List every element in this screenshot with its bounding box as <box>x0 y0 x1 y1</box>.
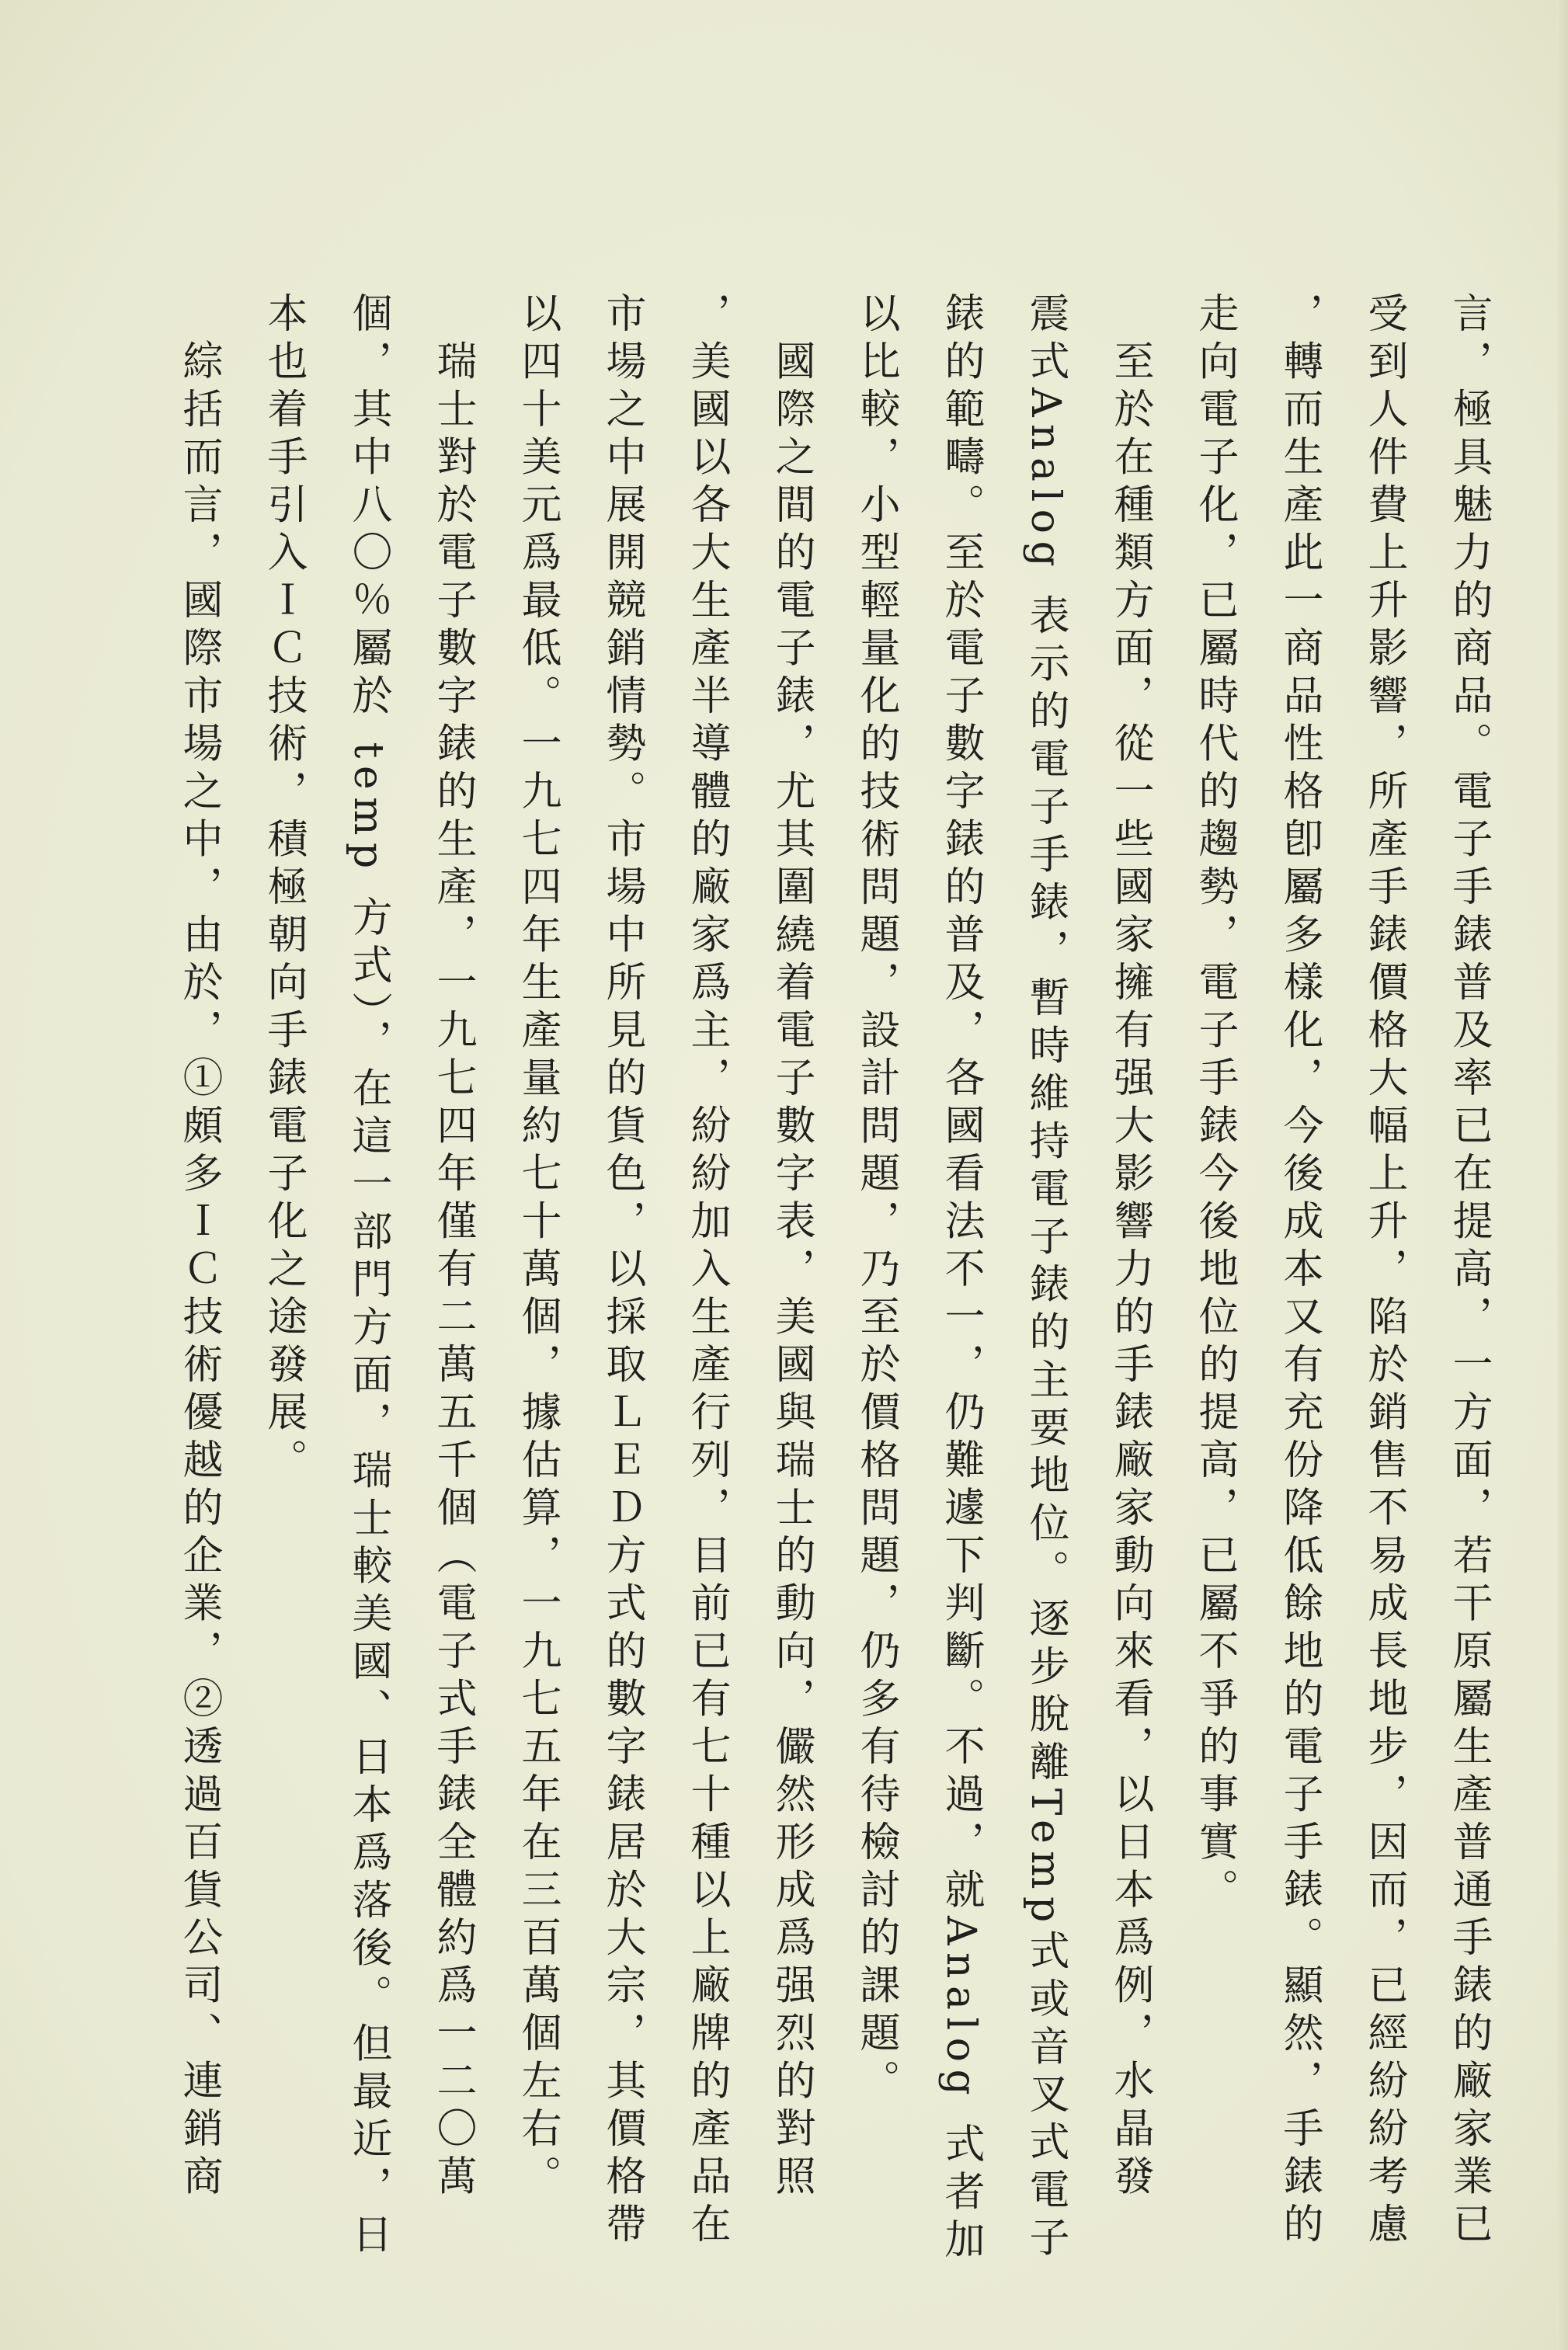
text-column-16: 綜括而言，國際市場之中，由於，①頗多ＩＣ技術優越的企業，②透過百貨公司、連銷商 <box>176 292 222 2202</box>
text-column-11: 市場之中展開競銷情勢。市場中所見的貨色，以採取ＬＥＤ方式的數字錶居於大宗，其價格帶 <box>599 292 645 2251</box>
text-column-15: 本也着手引入ＩＣ技術，積極朝向手錶電子化之途發展。 <box>260 292 307 1486</box>
text-column-12: 以四十美元爲最低。一九七四年生產量約七十萬個，據估算，一九七五年在三百萬個左右。 <box>514 292 561 2202</box>
text-column-4: 走向電子化，已屬時代的趨勢，電子手錶今後地位的提高，已屬不爭的事實。 <box>1191 292 1238 1916</box>
vertical-text-block <box>156 292 1511 2266</box>
text-column-5: 至於在種類方面，從一些國家擁有强大影響力的手錶廠家動向來看，以日本爲例，水晶發 <box>1107 292 1153 2202</box>
text-column-3: ，轉而生產此一商品性格卽屬多樣化，今後成本又有充份降低餘地的電子手錶。顯然，手錶的 <box>1276 292 1323 2251</box>
text-column-7: 錶的範疇。至於電子數字錶的普及，各國看法不一，仍難遽下判斷。不過，就Analog 式者加 <box>937 292 984 2266</box>
text-column-2: 受到人件費上升影響，所產手錶價格大幅上升，陷於銷售不易成長地步，因而，已經紛紛考慮 <box>1361 292 1407 2251</box>
text-column-6: 震式Analog 表示的電子手錶，暫時維持電子錶的主要地位。逐步脫離Temp式或音叉式電子 <box>1022 292 1069 2265</box>
text-column-8: 以比較，小型輕量化的技術問題，設計問題，乃至於價格問題，仍多有待檢討的課題。 <box>853 292 899 2107</box>
text-column-1: 言，極具魅力的商品。電子手錶普及率已在提高，一方面，若干原屬生產普通手錶的廠家業已 <box>1445 292 1492 2251</box>
text-column-10: ，美國以各大生產半導體的廠家爲主，紛紛加入生產行列，目前已有七十種以上廠牌的產品在 <box>683 292 730 2251</box>
text-column-14: 個，其中八〇％屬於 temp 方式），在這一部門方面，瑞士較美國、日本爲落後。但最近，日 <box>345 292 391 2261</box>
text-column-9: 國際之間的電子錶，尤其圍繞着電子數字表，美國與瑞士的動向，儼然形成爲强烈的對照 <box>768 292 815 2202</box>
text-column-13: 瑞士對於電子數字錶的生產，一九七四年僅有二萬五千個（電子式手錶全體約爲一二〇萬 <box>429 292 476 2202</box>
page-edge <box>1557 0 1568 2350</box>
